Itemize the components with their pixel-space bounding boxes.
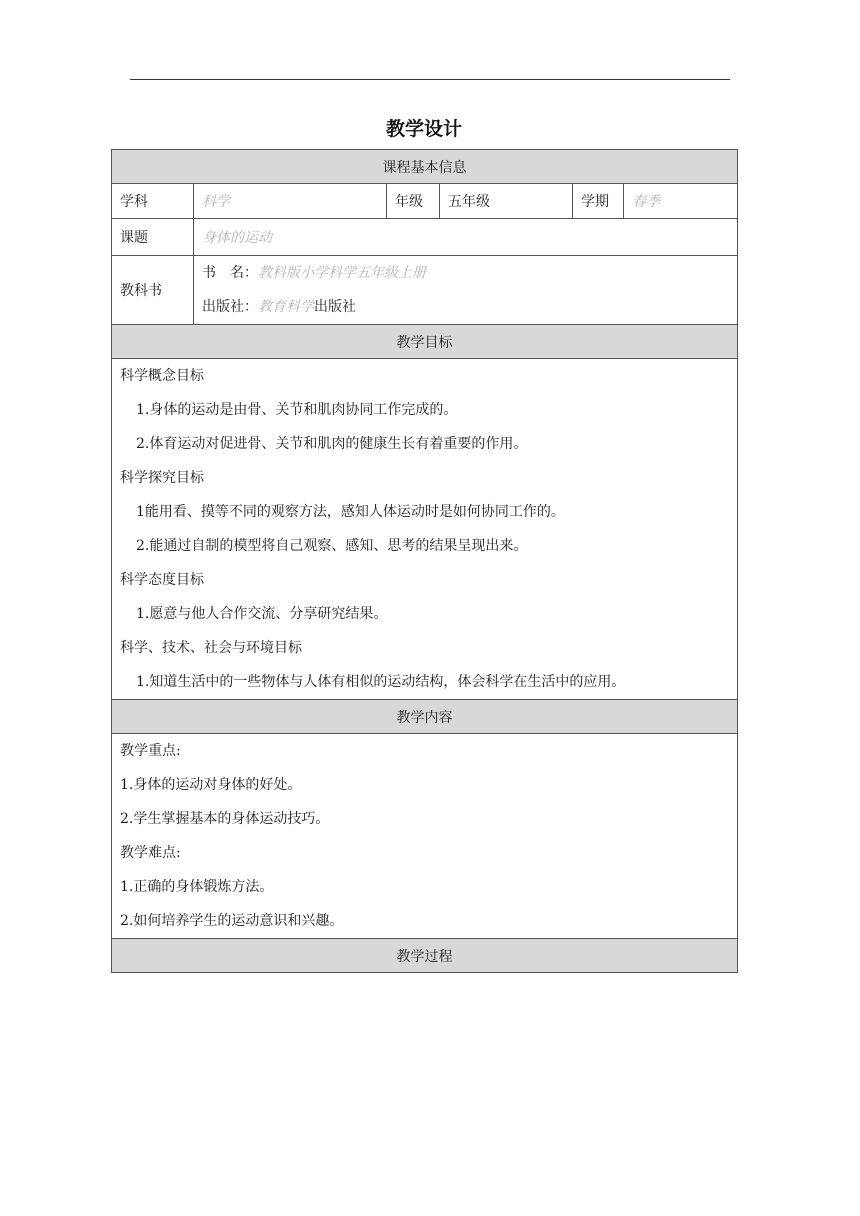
- objective-group-heading: 科学概念目标: [120, 368, 204, 384]
- difficult-points-heading: 教学难点:: [120, 845, 181, 861]
- content-body: [112, 734, 738, 939]
- objective-group-heading: 科学态度目标: [120, 572, 204, 588]
- book-name-prefix: 书 名：: [202, 265, 258, 281]
- objective-item: 1能用看、摸等不同的观察方法，感知人体运动时是如何协同工作的。: [136, 504, 565, 520]
- objective-item: 2.能通过自制的模型将自己观察、感知、思考的结果呈现出来。: [136, 538, 528, 554]
- book-name-value: 教科版小学科学五年级上册: [258, 265, 426, 281]
- objective-item: 1.愿意与他人合作交流、分享研究结果。: [136, 606, 388, 622]
- section-header-objectives: 教学目标: [112, 325, 738, 359]
- textbook-label: 教科书: [112, 256, 194, 325]
- book-name-line: [202, 256, 729, 290]
- difficult-point-item: 2.如何培养学生的运动意识和兴趣。: [120, 913, 344, 929]
- key-point-item: 1.身体的运动对身体的好处。: [120, 777, 302, 793]
- grade-label: 年级: [387, 184, 440, 219]
- objective-group-heading: 科学、技术、社会与环境目标: [120, 640, 302, 656]
- publisher-value: 教育科学: [258, 299, 314, 315]
- objective-item: 1.知道生活中的一些物体与人体有相似的运动结构，体会科学在生活中的应用。: [136, 674, 626, 690]
- topic-label: 课题: [112, 219, 194, 256]
- topic-value: 身体的运动: [194, 219, 738, 256]
- objective-item: 1.身体的运动是由骨、关节和肌肉协同工作完成的。: [136, 402, 458, 418]
- lesson-plan-table: [111, 149, 738, 973]
- publisher-prefix: 出版社：: [202, 299, 258, 315]
- document-title: 教学设计: [385, 118, 462, 140]
- grade-value: 五年级: [440, 184, 573, 219]
- key-points-heading: 教学重点:: [120, 743, 181, 759]
- textbook-info: [194, 256, 738, 325]
- term-value: 春季: [624, 184, 738, 219]
- section-header-basic-info: 课程基本信息: [112, 150, 738, 184]
- section-header-content: 教学内容: [112, 700, 738, 734]
- section-header-process: 教学过程: [112, 939, 738, 973]
- publisher-line: [202, 290, 729, 324]
- subject-value: 科学: [194, 184, 387, 219]
- difficult-point-item: 1.正确的身体锻炼方法。: [120, 879, 274, 895]
- subject-label: 学科: [112, 184, 194, 219]
- objectives-body: [112, 359, 738, 700]
- term-label: 学期: [573, 184, 624, 219]
- publisher-suffix: 出版社: [314, 299, 356, 315]
- objective-item: 2.体育运动对促进骨、关节和肌肉的健康生长有着重要的作用。: [136, 436, 528, 452]
- objective-group-heading: 科学探究目标: [120, 470, 204, 486]
- header-rule: [130, 79, 730, 80]
- key-point-item: 2.学生掌握基本的身体运动技巧。: [120, 811, 330, 827]
